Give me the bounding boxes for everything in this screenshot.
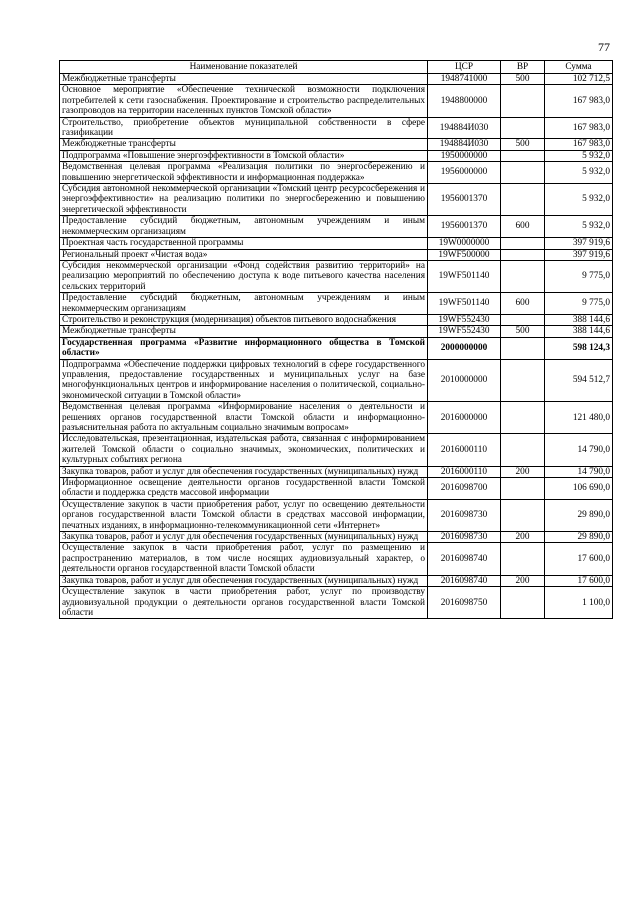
table-row bbox=[60, 249, 613, 260]
table-row bbox=[60, 575, 613, 586]
cell-vr bbox=[501, 162, 545, 184]
table-row bbox=[60, 434, 613, 466]
cell-sum: 397 919,6 bbox=[545, 238, 613, 249]
table-body bbox=[60, 74, 613, 619]
cell-vr bbox=[501, 337, 545, 359]
cell-csr: 194884И030 bbox=[428, 117, 501, 139]
cell-vr bbox=[501, 587, 545, 619]
cell-name: Ведомственная целевая программа «Информирование населения о деятельности и решениях органов государственной власти Томской области и информационно-разъяснительная работа по актуальным социально значимым вопросам» bbox=[60, 402, 428, 434]
cell-name: Строительство, приобретение объектов муниципальной собственности в сфере газификации bbox=[60, 117, 428, 139]
cell-vr: 600 bbox=[501, 216, 545, 238]
cell-csr: 1956000000 bbox=[428, 162, 501, 184]
cell-name: Закупка товаров, работ и услуг для обеспечения государственных (муниципальных) нужд bbox=[60, 575, 428, 586]
cell-sum: 5 932,0 bbox=[545, 162, 613, 184]
table-row bbox=[60, 184, 613, 216]
table-row bbox=[60, 359, 613, 402]
table-row bbox=[60, 466, 613, 477]
cell-sum: 1 100,0 bbox=[545, 587, 613, 619]
cell-csr: 19WF500000 bbox=[428, 249, 501, 260]
cell-csr: 2016000110 bbox=[428, 434, 501, 466]
cell-vr: 200 bbox=[501, 466, 545, 477]
cell-vr bbox=[501, 238, 545, 249]
cell-sum: 5 932,0 bbox=[545, 150, 613, 161]
cell-csr: 19W0000000 bbox=[428, 238, 501, 249]
table-row bbox=[60, 402, 613, 434]
cell-name: Предоставление субсидий бюджетным, автономным учреждениям и иным некоммерческим организациям bbox=[60, 216, 428, 238]
cell-csr: 19WF552430 bbox=[428, 314, 501, 325]
cell-csr: 1956001370 bbox=[428, 184, 501, 216]
table-row bbox=[60, 543, 613, 575]
table-row bbox=[60, 478, 613, 500]
cell-name: Проектная часть государственной программы bbox=[60, 238, 428, 249]
cell-csr: 2000000000 bbox=[428, 337, 501, 359]
table-header-row bbox=[60, 61, 613, 74]
cell-name: Ведомственная целевая программа «Реализация политики по энергосбережению и повышению энергетической эффективности и информационная поддержка» bbox=[60, 162, 428, 184]
cell-name: Межбюджетные трансферты bbox=[60, 74, 428, 85]
header-csr: ЦСР bbox=[428, 61, 501, 74]
table-row bbox=[60, 293, 613, 315]
cell-csr: 2010000000 bbox=[428, 359, 501, 402]
cell-vr bbox=[501, 543, 545, 575]
cell-csr: 1950000000 bbox=[428, 150, 501, 161]
cell-sum: 106 690,0 bbox=[545, 478, 613, 500]
table-row bbox=[60, 587, 613, 619]
cell-vr bbox=[501, 85, 545, 117]
cell-name: Строительство и реконструкция (модернизация) объектов питьевого водоснабжения bbox=[60, 314, 428, 325]
cell-name: Государственная программа «Развитие информационного общества в Томской области» bbox=[60, 337, 428, 359]
cell-csr: 1956001370 bbox=[428, 216, 501, 238]
cell-sum: 5 932,0 bbox=[545, 184, 613, 216]
cell-vr bbox=[501, 314, 545, 325]
cell-name: Субсидия некоммерческой организации «Фонд содействия развитию территорий» на реализацию мероприятий по обеспечению доступа к воде питьевого качества населения сельских территорий bbox=[60, 260, 428, 292]
cell-sum: 102 712,5 bbox=[545, 74, 613, 85]
cell-csr: 2016098740 bbox=[428, 575, 501, 586]
cell-csr: 19WF501140 bbox=[428, 293, 501, 315]
cell-name: Информационное освещение деятельности органов государственной власти Томской области и поддержка средств массовой информации bbox=[60, 478, 428, 500]
cell-name: Предоставление субсидий бюджетным, автономным учреждениям и иным некоммерческим организациям bbox=[60, 293, 428, 315]
cell-sum: 29 890,0 bbox=[545, 532, 613, 543]
cell-vr: 500 bbox=[501, 139, 545, 150]
cell-csr: 1948741000 bbox=[428, 74, 501, 85]
cell-csr: 2016000110 bbox=[428, 466, 501, 477]
table-row bbox=[60, 326, 613, 337]
cell-name: Основное мероприятие «Обеспечение технической возможности подключения потребителей к сети газоснабжения. Проектирование и строительство распределительных газопроводов на территории населенных пунктов Томской области» bbox=[60, 85, 428, 117]
cell-name: Субсидия автономной некоммерческой организации «Томский центр ресурсосбережения и энергоэффективности» на реализацию политики по энергосбережению и повышению энергетической эффективности bbox=[60, 184, 428, 216]
cell-csr: 194884И030 bbox=[428, 139, 501, 150]
cell-sum: 397 919,6 bbox=[545, 249, 613, 260]
header-name: Наименование показателей bbox=[60, 61, 428, 74]
cell-name: Подпрограмма «Обеспечение поддержки цифровых технологий в сфере государственного управления, предоставление государственных и муниципальных услуг на базе многофункциональных центров и информирование населения о политической, социально-экономической ситуации в Томской области» bbox=[60, 359, 428, 402]
cell-sum: 14 790,0 bbox=[545, 466, 613, 477]
table-row bbox=[60, 532, 613, 543]
table-row bbox=[60, 216, 613, 238]
cell-sum: 17 600,0 bbox=[545, 575, 613, 586]
cell-csr: 2016098730 bbox=[428, 532, 501, 543]
cell-sum: 29 890,0 bbox=[545, 499, 613, 531]
cell-sum: 121 480,0 bbox=[545, 402, 613, 434]
cell-sum: 17 600,0 bbox=[545, 543, 613, 575]
table-row bbox=[60, 238, 613, 249]
cell-vr: 200 bbox=[501, 532, 545, 543]
cell-sum: 594 512,7 bbox=[545, 359, 613, 402]
table-row bbox=[60, 337, 613, 359]
cell-name: Осуществление закупок в части приобретения работ, услуг по производству аудиовизуальной продукции о деятельности органов государственной власти Томской области bbox=[60, 587, 428, 619]
cell-vr: 500 bbox=[501, 74, 545, 85]
cell-vr bbox=[501, 402, 545, 434]
cell-sum: 167 983,0 bbox=[545, 117, 613, 139]
cell-name: Осуществление закупок в части приобретения работ, услуг по размещению и распространению материалов, в том числе носящих аудиовизуальный характер, о деятельности органов государственной власти Томской области bbox=[60, 543, 428, 575]
cell-sum: 9 775,0 bbox=[545, 260, 613, 292]
cell-csr: 2016098750 bbox=[428, 587, 501, 619]
table-row bbox=[60, 499, 613, 531]
table-row bbox=[60, 162, 613, 184]
cell-vr: 500 bbox=[501, 326, 545, 337]
cell-vr bbox=[501, 499, 545, 531]
cell-sum: 167 983,0 bbox=[545, 85, 613, 117]
cell-csr: 2016098740 bbox=[428, 543, 501, 575]
cell-csr: 19WF552430 bbox=[428, 326, 501, 337]
table-row bbox=[60, 74, 613, 85]
table-row bbox=[60, 150, 613, 161]
cell-vr bbox=[501, 434, 545, 466]
cell-name: Осуществление закупок в части приобретения работ, услуг по освещению деятельности органов государственной власти Томской области в средствах массовой информации, печатных изданиях, в информационно-телекоммуникационной сети «Интернет» bbox=[60, 499, 428, 531]
cell-vr bbox=[501, 150, 545, 161]
cell-sum: 388 144,6 bbox=[545, 314, 613, 325]
page-number: 77 bbox=[598, 40, 610, 54]
cell-name: Межбюджетные трансферты bbox=[60, 326, 428, 337]
cell-name: Закупка товаров, работ и услуг для обеспечения государственных (муниципальных) нужд bbox=[60, 532, 428, 543]
table-row bbox=[60, 117, 613, 139]
cell-name: Подпрограмма «Повышение энергоэффективности в Томской области» bbox=[60, 150, 428, 161]
cell-vr: 600 bbox=[501, 293, 545, 315]
header-vr: ВР bbox=[501, 61, 545, 74]
cell-sum: 9 775,0 bbox=[545, 293, 613, 315]
table-row bbox=[60, 260, 613, 292]
cell-vr bbox=[501, 359, 545, 402]
cell-vr bbox=[501, 117, 545, 139]
cell-sum: 388 144,6 bbox=[545, 326, 613, 337]
cell-vr bbox=[501, 478, 545, 500]
cell-csr: 1948800000 bbox=[428, 85, 501, 117]
cell-csr: 2016098700 bbox=[428, 478, 501, 500]
cell-vr: 200 bbox=[501, 575, 545, 586]
table-row bbox=[60, 85, 613, 117]
cell-name: Межбюджетные трансферты bbox=[60, 139, 428, 150]
table-row bbox=[60, 139, 613, 150]
cell-sum: 598 124,3 bbox=[545, 337, 613, 359]
header-sum: Сумма bbox=[545, 61, 613, 74]
cell-name: Исследовательская, презентационная, издательская работа, связанная с информированием жителей Томской области о социально значимых, экономических, политических и культурных событиях региона bbox=[60, 434, 428, 466]
cell-sum: 167 983,0 bbox=[545, 139, 613, 150]
cell-vr bbox=[501, 249, 545, 260]
budget-table bbox=[59, 60, 613, 619]
cell-vr bbox=[501, 184, 545, 216]
cell-name: Региональный проект «Чистая вода» bbox=[60, 249, 428, 260]
cell-csr: 19WF501140 bbox=[428, 260, 501, 292]
cell-csr: 2016098730 bbox=[428, 499, 501, 531]
cell-name: Закупка товаров, работ и услуг для обеспечения государственных (муниципальных) нужд bbox=[60, 466, 428, 477]
cell-sum: 5 932,0 bbox=[545, 216, 613, 238]
cell-csr: 2016000000 bbox=[428, 402, 501, 434]
cell-vr bbox=[501, 260, 545, 292]
table-row bbox=[60, 314, 613, 325]
cell-sum: 14 790,0 bbox=[545, 434, 613, 466]
